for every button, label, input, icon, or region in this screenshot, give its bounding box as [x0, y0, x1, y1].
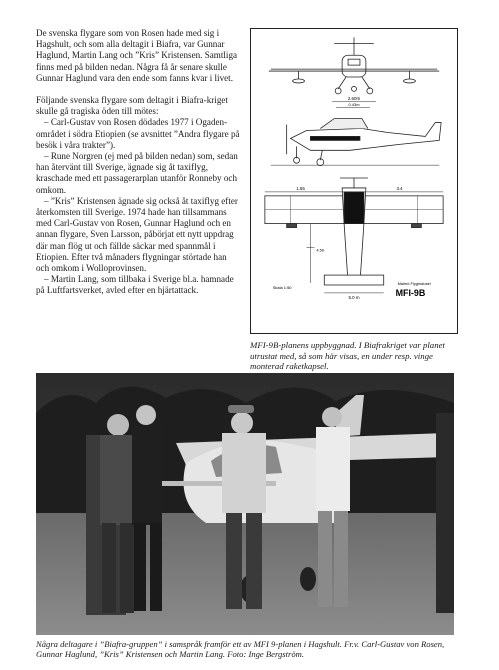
group-photograph	[36, 373, 454, 635]
dim-mid-left-label: 1.65	[296, 185, 305, 191]
intro-paragraph: De svenska flygare som von Rosen hade med sig i Hagshult, och som alla deltagit i Biafra, var Gunnar Haglund, Martin Lang och ”Kris” Kristensen. Samtliga finns med på bilden nedan. Några få år senare skulle Gunnar Haglund vara den ende som fanns kvar i livet.	[36, 28, 238, 83]
photo-caption: Några deltagare i ”Biafra-gruppen” i samspråk framför ett av MFI 9-planen i Hagshult. Fr.v. Carl-Gustav von Rosen, Gunnar Haglund, ”Kris” Kristensen och Martin Lang. Foto: Inge Bergström.	[36, 639, 445, 660]
photo-illustration	[36, 373, 454, 635]
fate-item-von-rosen: – Carl-Gustav von Rosen dödades 1977 i Ogaden-området i södra Etiopien (se avsnittet ”Andra flygare på besök i våra trakter”).	[36, 117, 240, 150]
model-label: MFI-9B	[395, 287, 426, 298]
dim-top-sub-label: 0.43m	[348, 102, 360, 108]
front-view	[269, 37, 439, 93]
paragraph-gap	[36, 84, 242, 95]
dim-small-label: 4.50	[316, 247, 325, 253]
fate-item-kristensen: – ”Kris” Kristensen ägnade sig också åt taxiflyg efter återkomsten till Sverige. 1974 hade han tillsammans med Carl-Gustav von Rosen, Gunnar Haglund och en annan flygare, Sven Larsson, påbörjat ett nytt uppdrag där man flög ut och fällde säckar med spannmål i Etiopien. Efter två månaders flygningar störtade han och omkom i Wolloprovinsen.	[36, 195, 238, 274]
side-view	[271, 119, 441, 166]
dim-top-label: 2.60m	[347, 95, 361, 101]
fate-item-lang: – Martin Lang, som tillbaka i Sverige bl.a. hamnade på Luftfartsverket, avled efter en hjärtattack.	[36, 274, 234, 296]
three-view-drawing	[251, 29, 457, 333]
drawing-caption: MFI-9B-planens uppbyggnad. I Biafrakriget var planet utrustat med, så som här visas, en under resp. vinge monterad raketkapsel.	[250, 340, 445, 372]
aircraft-technical-drawing	[250, 28, 458, 334]
article-text-column	[36, 28, 242, 297]
fate-item-norgren: – Rune Norgren (ej med på bilden nedan) som, sedan han återvänt till Sverige, ägnade sig åt taxiflyg, kraschade med ett passagerarplan utanför Ronneby och omkom.	[36, 151, 238, 195]
dim-bottom-label: 5.0 m	[348, 294, 360, 300]
scale-label: Skala 1:50	[272, 284, 292, 290]
maker-label: Malmö Flygindustri	[397, 280, 431, 286]
fates-intro-paragraph: Följande svenska flygare som deltagit i Biafra-kriget skulle gå tragiska öden till mötes:	[36, 95, 228, 117]
top-view	[265, 178, 443, 293]
dim-mid-right-label: 3.4	[396, 185, 403, 191]
